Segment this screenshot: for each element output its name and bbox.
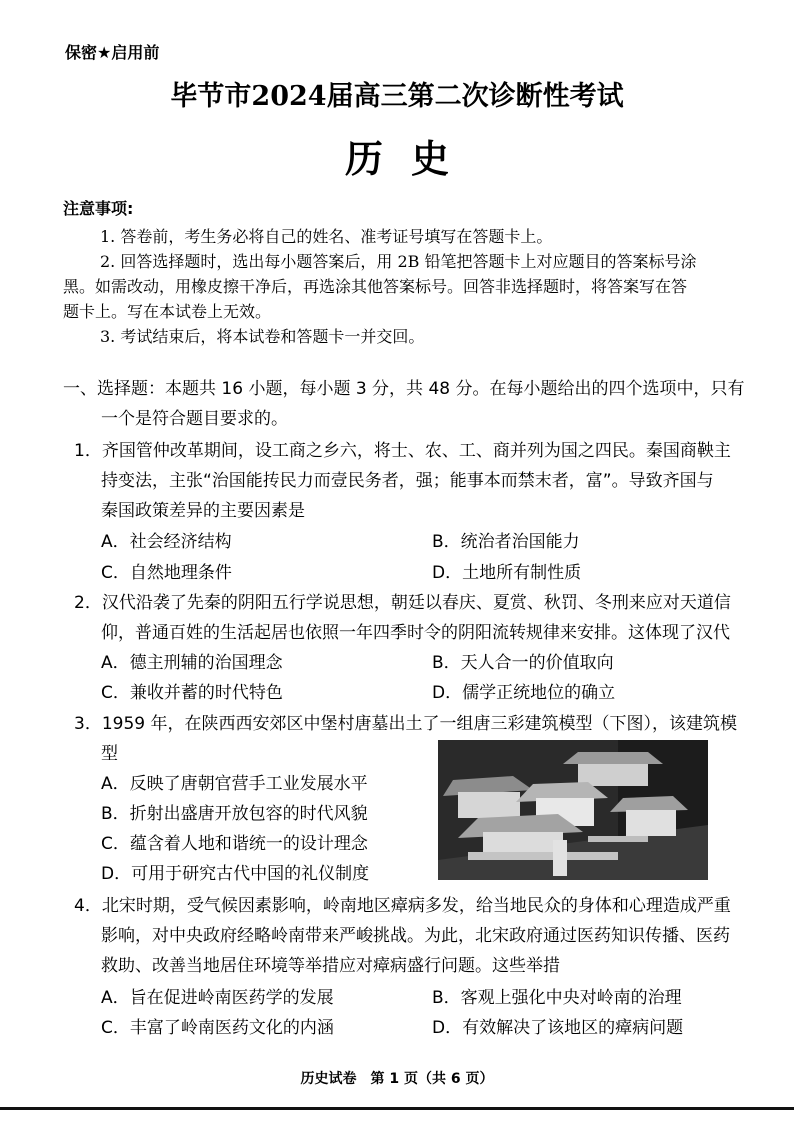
question-1-line: 秦国政策差异的主要因素是 [101, 501, 305, 521]
notice-line: 黑。如需改动，用橡皮擦干净后，再选涂其他答案标号。回答非选择题时，将答案写在答 [63, 277, 688, 296]
question-2-line: 2．汉代沿袭了先秦的阴阳五行学说思想，朝廷以春庆、夏赏、秋罚、冬刑来应对天道信 [74, 593, 731, 613]
section-instruction-cont: 一个是符合题目要求的。 [101, 409, 288, 429]
notice-line: 题卡上。写在本试卷上无效。 [63, 302, 272, 321]
question-2-line: 仰，普通百姓的生活起居也依照一年四季时令的阴阳流转规律来安排。这体现了汉代 [101, 623, 730, 643]
page-footer: 历史试卷 第 1 页（共 6 页） [300, 1071, 494, 1087]
question-3-option-b: B．折射出盛唐开放包容的时代风貌 [101, 804, 368, 824]
question-4-line: 影响，对中央政府经略岭南带来严峻挑战。为此，北宋政府通过医药知识传播、医药 [101, 926, 730, 946]
question-2-option-c: C．兼收并蓄的时代特色 [101, 683, 283, 703]
question-3-option-c: C．蕴含着人地和谐统一的设计理念 [101, 834, 368, 854]
notice-line: 2. 回答选择题时，选出每小题答案后，用 2B 铅笔把答题卡上对应题目的答案标号涂 [100, 252, 697, 271]
question-1-option-c: C．自然地理条件 [101, 563, 232, 583]
question-1-option-d: D．土地所有制性质 [432, 563, 582, 583]
question-4-line: 4．北宋时期，受气候因素影响，岭南地区瘴病多发，给当地民众的身体和心理造成严重 [74, 896, 731, 916]
bottom-rule [0, 1107, 794, 1110]
question-3-option-a: A．反映了唐朝官营手工业发展水平 [101, 774, 368, 794]
subject-title: 历史 [344, 136, 477, 181]
question-1-line: 持变法，主张“治国能抟民力而壹民务者，强；能事本而禁末者，富”。导致齐国与 [101, 471, 714, 491]
notice-line: 1. 答卷前，考生务必将自己的姓名、准考证号填写在答题卡上。 [100, 227, 553, 246]
question-3-line: 3．1959 年，在陕西西安郊区中堡村唐墓出土了一组唐三彩建筑模型（下图），该建筑模 [74, 714, 737, 734]
question-4-option-b: B．客观上强化中央对岭南的治理 [432, 988, 682, 1008]
question-4-option-a: A．旨在促进岭南医药学的发展 [101, 988, 334, 1008]
question-3-option-d: D．可用于研究古代中国的礼仪制度 [101, 864, 370, 884]
notice-heading: 注意事项: [63, 199, 134, 218]
question-4-option-d: D．有效解决了该地区的瘴病问题 [432, 1018, 684, 1038]
question-4-line: 救助、改善当地居住环境等举措应对瘴病盛行问题。这些举措 [101, 956, 560, 976]
question-3-line: 型 [101, 744, 118, 764]
confidential-label: 保密★启用前 [65, 43, 160, 62]
section-instruction: 一、选择题：本题共 16 小题，每小题 3 分，共 48 分。在每小题给出的四个选项中，只有 [63, 379, 745, 399]
tang-sancai-building-model-photo [438, 740, 708, 880]
exam-title: 毕节市2024届高三第二次诊断性考试 [170, 81, 624, 112]
question-2-option-a: A．德主刑辅的治国理念 [101, 653, 283, 673]
question-1-option-a: A．社会经济结构 [101, 532, 232, 552]
notice-line: 3. 考试结束后，将本试卷和答题卡一并交回。 [100, 327, 425, 346]
question-2-option-d: D．儒学正统地位的确立 [432, 683, 616, 703]
question-1-line: 1．齐国管仲改革期间，设工商之乡六，将士、农、工、商并列为国之四民。秦国商鞅主 [74, 441, 731, 461]
question-2-option-b: B．天人合一的价值取向 [432, 653, 614, 673]
question-4-option-c: C．丰富了岭南医药文化的内涵 [101, 1018, 334, 1038]
question-1-option-b: B．统治者治国能力 [432, 532, 580, 552]
